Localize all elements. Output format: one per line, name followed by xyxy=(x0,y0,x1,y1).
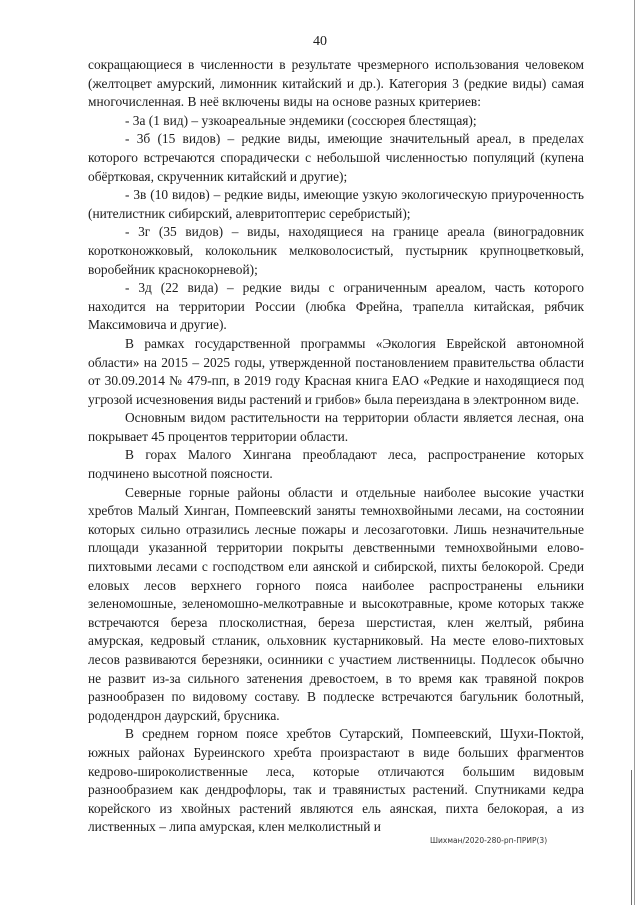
scan-edge-line xyxy=(631,770,632,905)
scan-edge-line xyxy=(634,0,635,905)
document-reference-code: Шихман/2020-280-рп-ПРИР(3) xyxy=(430,836,548,845)
paragraph: - 3б (15 видов) – редкие виды, имеющие значительный ареал, в пределах которого встречаются спорадически с небольшой численностью популяций (купена обёртковая, скрученник китайский и другие); xyxy=(88,131,584,184)
paragraph: - 3а (1 вид) – узкоареальные эндемики (соссюрея блестящая); xyxy=(125,112,477,128)
paragraph: - 3д (22 вида) – редкие виды с ограниченным ареалом, часть которого находится на территории России (любка Фрейна, трапелла китайская, рябчик Максимовича и другие). xyxy=(88,280,584,333)
paragraph: В рамках государственной программы «Экология Еврейской автономной области» на 2015 – 2025 годы, утвержденной постановлением правительства области от 30.09.2014 № 479-пп, в 2019 году Красная книга ЕАО «Редкие и находящиеся под угрозой исчезновения виды растений и грибов» была переиздана в электронном виде. xyxy=(88,335,584,407)
document-body xyxy=(88,56,584,837)
paragraph: В среднем горном поясе хребтов Сутарский, Помпеевский, Шухи-Поктой, южных районах Буреинского хребта произрастают в виде больших фрагментов кедрово-широколиственные леса, которые отличаются большим видовым разнообразием как дендрофлоры, так и травянистых растений. Спутниками кедра корейского из хвойных растений являются ель аянская, пихта белокорая, а из лиственных – липа амурская, клен мелколистный и xyxy=(88,726,584,835)
paragraph: - 3в (10 видов) – редкие виды, имеющие узкую экологическую приуроченность (нителистник сибирский, алевритоптерис серебристый); xyxy=(88,187,584,221)
paragraph: В горах Малого Хингана преобладают леса, распространение которых подчинено высотной поясности. xyxy=(88,447,584,482)
paragraph: - 3г (35 видов) – виды, находящиеся на границе ареала (виноградовник коротконожковый, колокольник мелковолосистый, пустырник крупноцветковый, воробейник краснокорневой); xyxy=(88,224,584,277)
paragraph: сокращающиеся в численности в результате чрезмерного использования человеком (желтоцвет амурский, лимонник китайский и др.). Категория 3 (редкие виды) самая многочисленная. В неё включены виды на основе разных критериев: xyxy=(88,57,584,110)
paragraph: Северные горные районы области и отдельные наиболее высокие участки хребтов Малый Хинган, Помпеевский заняты темнохвойными лесами, на состоянии которых сильно отразились лесные пожары и лесозаготовки. Лишь незначительные площади указанной территории покрыты девственными темнохвойными елово-пихтовыми лесами с господством ели аянской и сибирской, пихты белокорой. Среди еловых лесов верхнего горного пояса наиболее распространены ельники зеленомошные, зеленомошно-мелкотравные и высокотравные, кроме которых также встречаются береза плосколистная, береза шерстистая, клен желтый, рябина амурская, кедровый стланик, ольховник кустарниковый. На месте елово-пихтовых лесов развиваются березняки, осинники с участием лиственницы. Подлесок обычно не развит из-за сильного затенения древостоем, в то время как травяной покров разнообразен по видовому составу. В подлеске встречаются багульник болотный, рододендрон даурский, брусника. xyxy=(88,484,584,723)
paragraph: Основным видом растительности на территории области является лесная, она покрывает 45 процентов территории области. xyxy=(88,410,584,444)
page-number: 40 xyxy=(313,34,327,49)
